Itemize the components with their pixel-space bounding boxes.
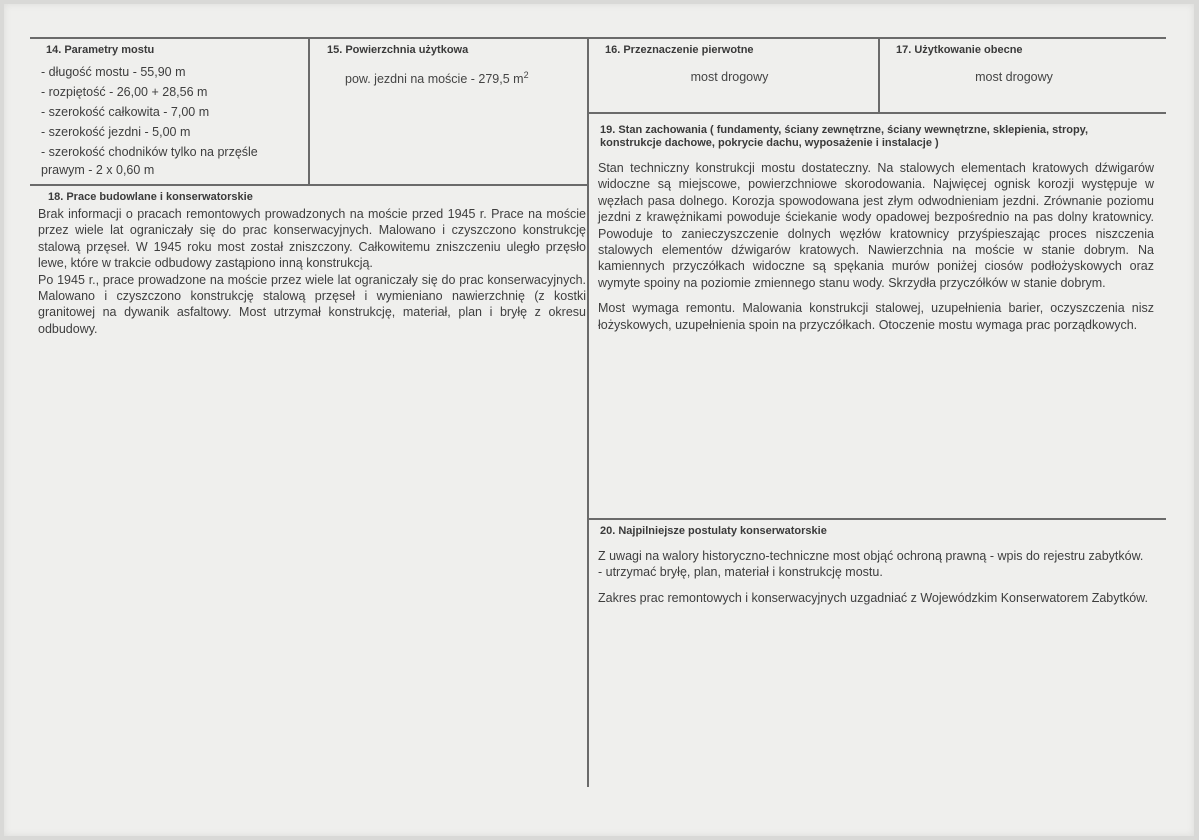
border-19-top [588,112,1166,114]
parameter-item: - długość mostu - 55,90 m [41,65,186,79]
section-usable-area [315,44,585,87]
current-use-value: most drogowy [975,70,1053,84]
parameter-item: - szerokość chodników tylko na przęśle [41,145,258,159]
parameter-item: - szerokość jezdni - 5,00 m [41,125,191,139]
section-original-purpose [593,44,876,85]
border-18-top [30,184,588,186]
section-16-heading: 16. Przeznaczenie pierwotne [605,44,754,56]
section-19-heading: 19. Stan zachowania ( fundamenty, ściany zewnętrzne, ściany wewnętrzne, sklepienia, stropy, konstrukcje dachowe, pokrycie dachu, wyposażenie i instalacje ) [600,124,1089,149]
divider-14-15 [308,37,310,186]
section-14-heading: 14. Parametry mostu [46,44,155,56]
condition-description: Stan techniczny konstrukcji mostu dostateczny. Na stalowych elementach kratowych dźwigarów widoczne są miejscowe, powierzchniowe skorodowania. Najwięcej ognisk korozji występuje w węzłach pasa dolnego. Korozja spowodowana jest złym odwodnieniam jezdni. Zrównanie poziomu jezdni z krawężnikami powoduje ściekanie wody opadowej bezpośrednio na pas dolny kratownicy. Powoduje to zanieczyszczenie dolnych węzłów kratownicy przyśpieszając proces niszczenia stalowych elementów dźwigarów kratowych. Nawierzchnia na moście w stanie dobrym. Na kamiennych przyczółkach widoczne są spękania murów poniżej ciosów podłożyskowych oraz wymyte spoiny na poziomie zmiennego stanu wody. Skrzydła przyczółków w stanie dobrym. [598,161,1154,290]
area-unit-superscript: 2 [523,70,529,80]
usable-area-text: pow. jezdni na moście - 279,5 m [345,72,524,87]
border-20-top [588,518,1166,520]
section-15-heading: 15. Powierzchnia użytkowa [327,44,469,56]
parameter-item: prawym - 2 x 0,60 m [41,163,155,177]
preserve-form-postulate: - utrzymać bryłę, plan, materiał i konstrukcję mostu. [598,565,883,580]
section-construction-works [38,191,586,337]
parameter-item: - szerokość całkowita - 7,00 m [41,105,210,119]
section-bridge-parameters [34,44,306,180]
top-border [30,37,1166,39]
works-before-1945: Brak informacji o pracach remontowych prowadzonych na moście przed 1945 r. Prace na moście przez wiele lat ograniczały się do prac konserwacyjnych. Malowano i czyszczono konstrukcję stalową przęseł. W 1945 roku most został zniszczony. Całkowitemu zniszczeniu uległo przęsło lewe, które w trakcie odbudowy zastąpiono inną konstrukcją. [38,207,586,271]
works-after-1945: Po 1945 r., prace prowadzone na moście przez wiele lat ograniczały się do prac konserwacyjnych. Malowano i czyszczono konstrukcję stalową przęseł i wymieniano nawierzchnię (z kostki granitowej na dywanik asfaltowy. Most utrzymał konstrukcję, materiał, plan i bryłę z okresu odbudowy. [38,272,586,336]
usable-area-value [345,67,585,87]
divider-center [587,37,589,787]
parameters-list [41,62,306,180]
section-conservation-postulates [598,525,1154,606]
coordination-postulate: Zakres prac remontowych i konserwacyjnych uzgadniać z Wojewódzkim Konserwatorem Zabytków. [598,590,1148,605]
section-condition [598,124,1154,333]
original-purpose-value: most drogowy [690,70,769,84]
section-20-heading: 20. Najpilniejsze postulaty konserwatorskie [600,525,827,537]
parameter-item: - rozpiętość - 26,00 + 28,56 m [41,85,208,99]
section-18-heading: 18. Prace budowlane i konserwatorskie [48,191,253,203]
repair-needs: Most wymaga remontu. Malowania konstrukcji stalowej, uzupełnienia barier, oczyszczenia nisz łożyskowych, uzupełnienia spoin na przyczółkach. Otoczenie mostu wymaga prac porządkowych. [598,301,1154,332]
section-current-use [884,44,1164,85]
legal-protection-postulate: Z uwagi na walory historyczno-techniczne most objąć ochroną prawną - wpis do rejestru zabytków. [598,549,1144,563]
section-17-heading: 17. Użytkowanie obecne [896,44,1023,56]
